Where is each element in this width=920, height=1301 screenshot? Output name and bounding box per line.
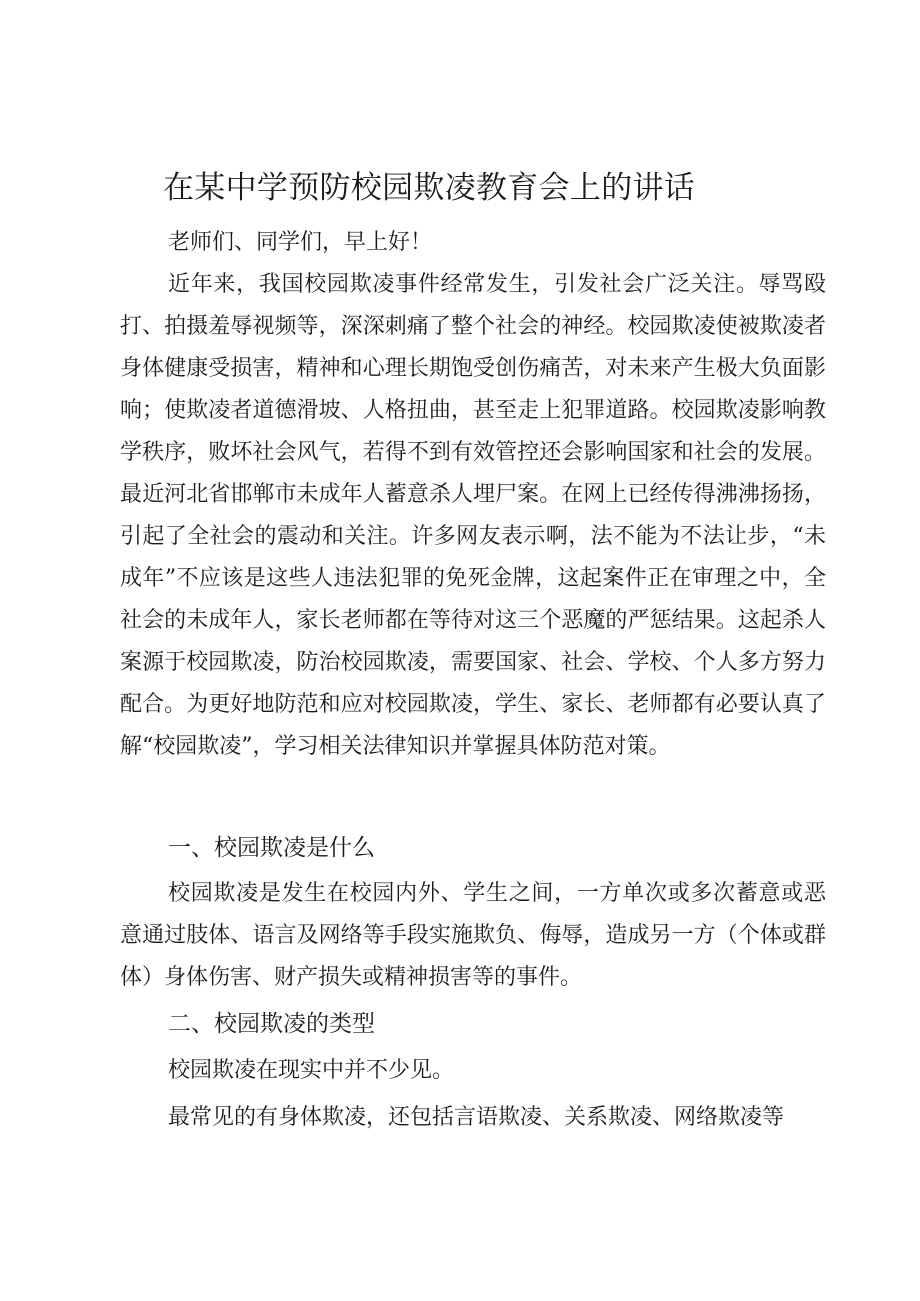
section-heading-bullying-types: 二、校园欺凌的类型 xyxy=(168,1011,375,1037)
greeting: 老师们、同学们，早上好！ xyxy=(168,230,433,255)
section1-paragraph: 校园欺凌是发生在校园内外、学生之间，一方单次或多次蓄意或恶意通过肢体、语言及网络等手段实施欺负、侮辱，造成另一方（个体或群体）身体伤害、财产损失或精神损害等的事件。 xyxy=(120,881,826,990)
section2-paragraph-1: 校园欺凌在现实中并不少见。 xyxy=(168,1058,455,1083)
document-title: 在某中学预防校园欺凌教育会上的讲话 xyxy=(163,170,696,206)
intro-paragraph: 近年来，我国校园欺凌事件经常发生，引发社会广泛关注。辱骂殴打、拍摄羞辱视频等，深深刺痛了整个社会的神经。校园欺凌使被欺凌者身体健康受损害，精神和心理长期饱受创伤痛苦，对未来产生极大负面影响；使欺凌者道德滑坡、人格扭曲，甚至走上犯罪道路。校园欺凌影响教学秩序，败坏社会风气，若得不到有效管控还会影响国家和社会的发展。最近河北省邯郸市未成年人蓄意杀人埋尸案。在网上已经传得沸沸扬扬，引起了全社会的震动和关注。许多网友表示啊，法不能为不法让步，“未成年”不应该是这些人违法犯罪的免死金牌，这起案件正在审理之中，全社会的未成年人，家长老师都在等待对这三个恶魔的严惩结果。这起杀人案源于校园欺凌，防治校园欺凌，需要国家、社会、学校、个人多方努力配合。为更好地防范和应对校园欺凌，学生、家长、老师都有必要认真了解“校园欺凌”，学习相关法律知识并掌握具体防范对策。 xyxy=(120,272,826,759)
section-heading-what-is-bullying: 一、校园欺凌是什么 xyxy=(168,835,375,861)
section2-paragraph-2: 最常见的有身体欺凌，还包括言语欺凌、关系欺凌、网络欺凌等 xyxy=(168,1105,785,1130)
